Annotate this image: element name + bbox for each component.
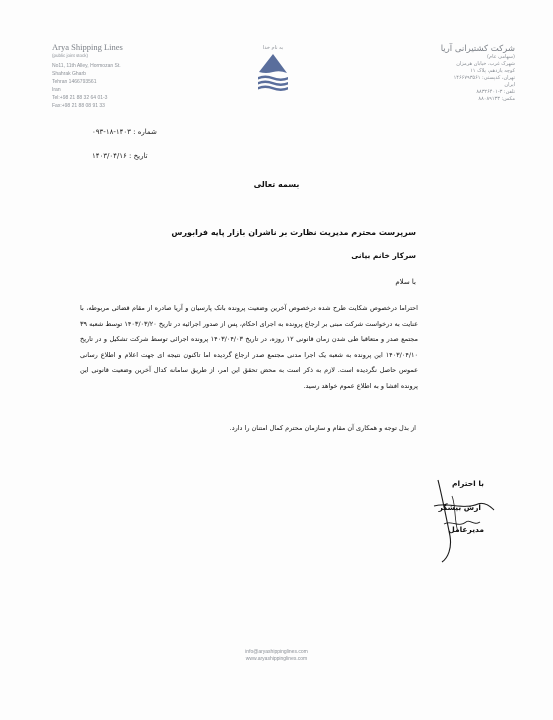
address-line: شهرک غرب، خیابان هرمزان [456,61,515,67]
logo-caption: به نام خدا [262,45,284,51]
company-type-english: (public joint stock) [52,53,89,58]
company-logo [253,45,293,105]
phone-line: Tel:+98 21 88 32 64 01-3 [52,95,108,101]
address-line: Iran [52,87,61,93]
recipient-title: سرپرست محترم مدیریت نظارت بر ناشران بازار پایه فرابورس [171,228,416,237]
letter-number: شماره : ۱۴۰۳-۱۸-۰۹۳ [92,128,157,136]
company-type-persian: (سهامی عام) [487,54,515,60]
address-line: تهران، کدپستی: ۱۴۶۶۷۹۳۵۶۱ [453,75,515,81]
address-line: ایران [504,82,515,88]
fax-line: مکس: ۸۸۰۸۹۱۳۳ [478,96,515,102]
signer-name: آرش بیشگر [438,503,481,512]
signer-title: مدیرعامل [448,525,484,534]
letter-body-paragraph: احتراما درخصوص شکایت طرح شده درخصوص آخرین وضعیت پرونده بانک پارسیان و آریا صادره از مقام قضائی مربوطه، با عنایت به درخواست شرکت مبنی بر ارجاع پرونده به اجرای احکام، پس از صدور اجرائیه در تاریخ ۱۴۰۳/۰۳/۲۰ توسط شعبه ۳۹ مجتمع صدر و متعاقبا طی شدن زمان قانونی ۱۲ روزه، در تاریخ ۱۴۰۳/۰۴/۰۳ پرونده اجرائی توسط شرکت تشکیل و در تاریخ ۱۴۰۳/۰۴/۱۰ این پرونده به شعبه یک اجرا مدنی مجتمع صدر ارجاع گردیده اما تاکنون نتیجه ای جهت اعلام و اطلاع رسانی عموس حاصل نگردیده است. لازم به ذکر است به محض تحقق این امر، از طریق سامانه کدال آخرین وضعیت قانونی این پرونده افشا و به اطلاع عموم خواهد رسید. [80,304,418,390]
address-line: Shahrak Gharb [52,71,86,77]
letter-date: تاریخ : ۱۴۰۳/۰۴/۱۶ [92,152,148,160]
greeting: با سلام [395,278,416,286]
closing-thanks: از بذل توجه و همکاری آن مقام و سازمان محترم کمال امتنان را دارد. [229,424,416,432]
address-line: کوچه یازدهم، پلاک ۱۱ [470,68,515,74]
address-line: No11, 11th Alley, Hormozan St. [52,63,121,69]
company-name-english: Arya Shipping Lines [52,42,123,52]
fax-line: Fax:+98 21 88 08 91 33 [52,103,105,109]
company-name-persian: شرکت کشتیرانی آریا [440,44,515,54]
wave-logo-icon [253,51,293,97]
letterhead-persian [395,44,515,103]
recipient-name: سرکار خانم بیانی [351,251,416,260]
footer-website: www.aryashippinglines.com [245,656,308,662]
closing-salutation: با احترام [451,479,484,488]
footer-email: info@aryashippinglines.com [245,649,308,655]
letterhead-english [52,42,162,110]
address-line: Tehran 1466793561 [52,79,97,85]
phone-line: تلفن: ۳-۸۸۳۲۶۴۰۱ [476,89,515,95]
basmala-heading: بسمه تعالی [253,180,300,189]
handwritten-signature [428,476,498,566]
